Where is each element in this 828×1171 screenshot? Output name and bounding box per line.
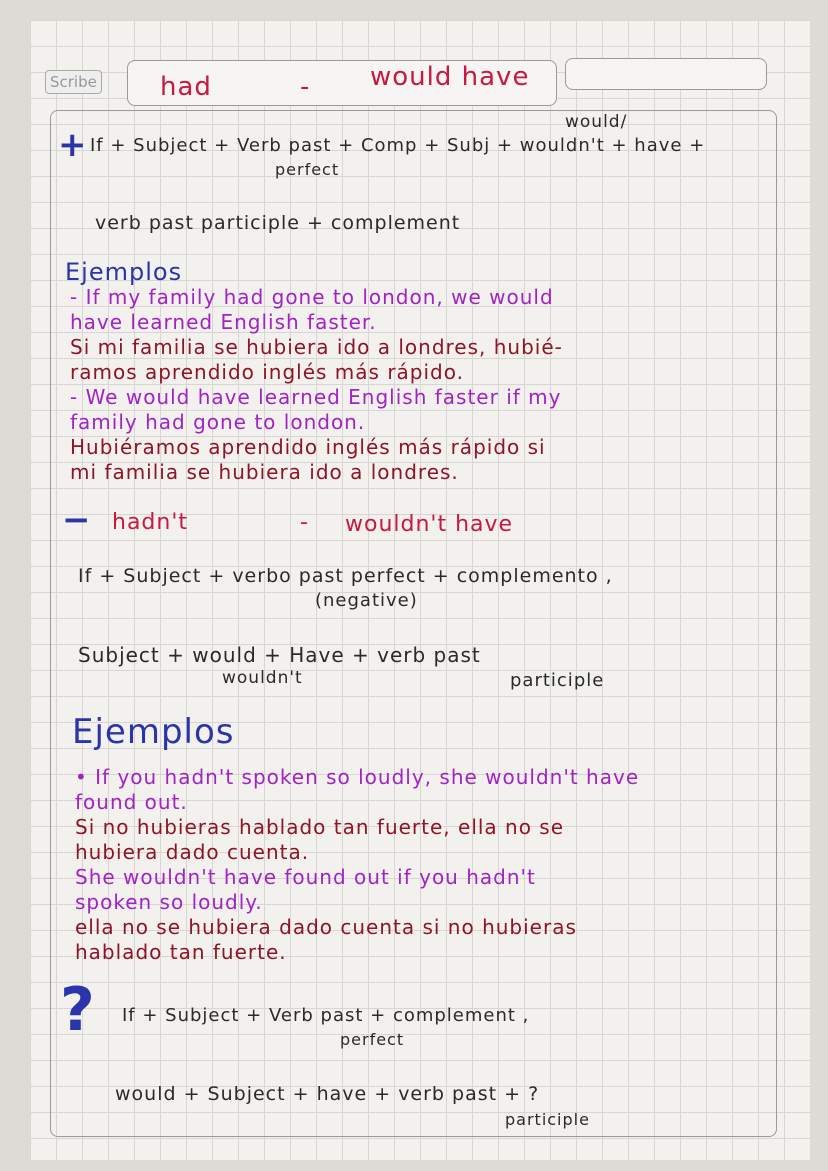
example-line: family had gone to london. bbox=[70, 410, 366, 434]
brand-logo: Scribe bbox=[45, 70, 102, 94]
affirmative-formula-1: If + Subject + Verb past + Comp + Subj + wouldn't + have + bbox=[90, 135, 706, 156]
title-had: had bbox=[160, 72, 212, 102]
negative-formula-2: Subject + would + Have + verb past bbox=[78, 643, 481, 667]
example-line: ramos aprendido inglés más rápido. bbox=[70, 360, 464, 384]
example-line: Hubiéramos aprendido inglés más rápido si bbox=[70, 435, 546, 459]
question-formula-under-2: participle bbox=[505, 1110, 590, 1129]
example-line: - We would have learned English faster if my bbox=[70, 385, 562, 409]
example-line: ella no se hubiera dado cuenta si no hubieras bbox=[75, 915, 577, 939]
negative-formula-under-a: wouldn't bbox=[222, 668, 303, 688]
title-dash: - bbox=[300, 72, 311, 102]
formula-above: would/ bbox=[565, 112, 628, 132]
plus-icon: + bbox=[58, 125, 88, 165]
affirmative-formula-2: verb past participle + complement bbox=[95, 212, 461, 234]
question-formula-under: perfect bbox=[340, 1030, 405, 1049]
negative-title-right: wouldn't have bbox=[345, 512, 514, 537]
negative-title-left: hadn't bbox=[112, 510, 189, 535]
examples-heading-2: Ejemplos bbox=[72, 712, 235, 752]
example-line: Si no hubieras hablado tan fuerte, ella no se bbox=[75, 815, 565, 839]
example-line: mi familia se hubiera ido a londres. bbox=[70, 460, 459, 484]
example-line: • If you hadn't spoken so loudly, she wouldn't have bbox=[75, 765, 640, 789]
example-line: Si mi familia se hubiera ido a londres, hubié- bbox=[70, 335, 563, 359]
example-line: hubiera dado cuenta. bbox=[75, 840, 310, 864]
minus-icon: − bbox=[62, 500, 92, 540]
date-box bbox=[565, 58, 767, 90]
question-formula-1: If + Subject + Verb past + complement , bbox=[122, 1005, 530, 1026]
negative-formula-under: (negative) bbox=[315, 590, 418, 611]
negative-title-dash: - bbox=[300, 510, 309, 535]
example-line: She wouldn't have found out if you hadn't bbox=[75, 865, 536, 889]
example-line: hablado tan fuerte. bbox=[75, 940, 287, 964]
example-line: found out. bbox=[75, 790, 188, 814]
affirmative-formula-under: perfect bbox=[275, 160, 340, 179]
question-icon: ? bbox=[60, 975, 96, 1045]
title-would-have: would have bbox=[370, 62, 530, 92]
example-line: have learned English faster. bbox=[70, 310, 377, 334]
negative-formula-1: If + Subject + verbo past perfect + complemento , bbox=[78, 565, 613, 587]
examples-heading-1: Ejemplos bbox=[65, 258, 183, 286]
example-line: - If my family had gone to london, we would bbox=[70, 285, 554, 309]
negative-formula-under-b: participle bbox=[510, 670, 605, 691]
question-formula-2: would + Subject + have + verb past + ? bbox=[115, 1083, 540, 1105]
example-line: spoken so loudly. bbox=[75, 890, 263, 914]
